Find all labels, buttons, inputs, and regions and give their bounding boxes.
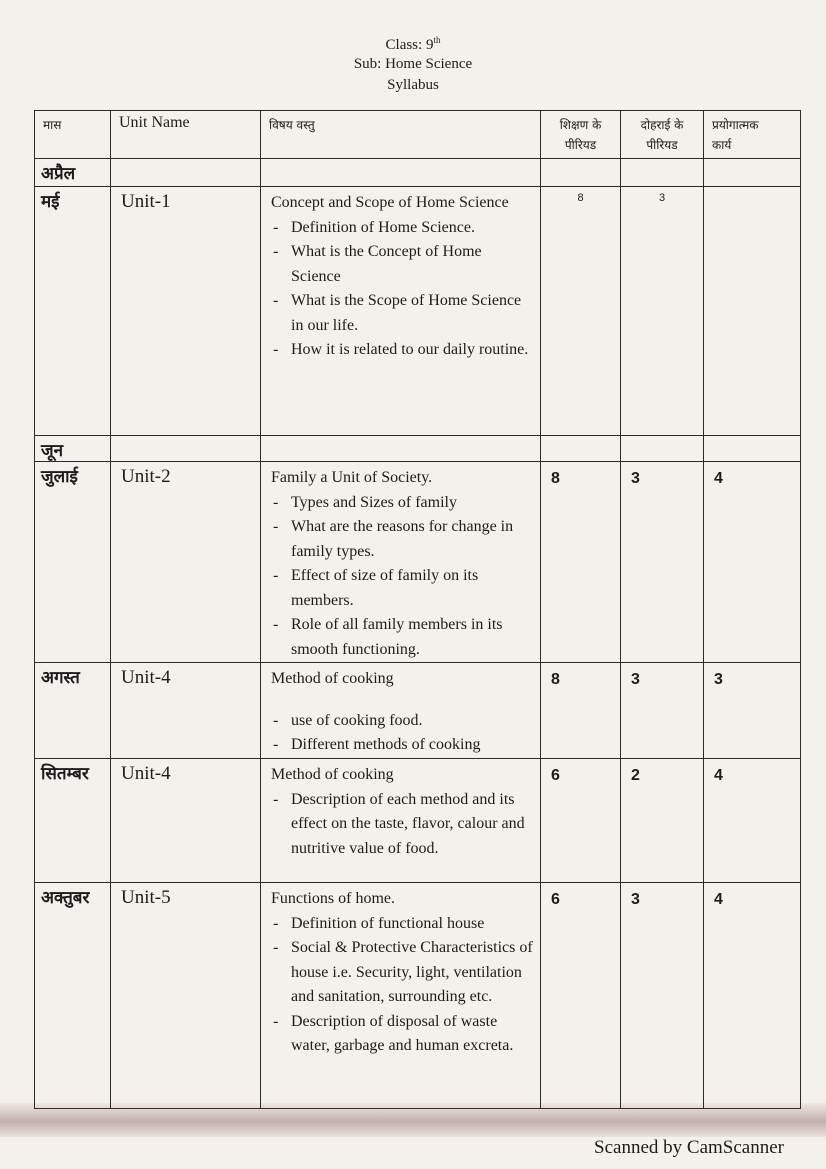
teaching-cell bbox=[541, 883, 621, 1109]
practical-cell bbox=[704, 663, 801, 759]
header-practical bbox=[704, 111, 801, 159]
header-month-label: मास bbox=[43, 118, 62, 132]
content-point: - Different methods of cooking bbox=[271, 733, 534, 758]
revision-cell bbox=[621, 159, 704, 187]
practical-cell bbox=[704, 159, 801, 187]
header-unit-name-label: Unit Name bbox=[119, 114, 190, 131]
revision-value: 3 bbox=[631, 671, 640, 688]
practical-value: 3 bbox=[714, 671, 723, 688]
content-point: - Definition of functional house bbox=[271, 912, 534, 937]
unit-label: Unit-4 bbox=[121, 763, 171, 784]
unit-cell bbox=[111, 759, 261, 883]
teaching-cell bbox=[541, 759, 621, 883]
header-revision-line2: पीरियड bbox=[646, 138, 678, 152]
table-row bbox=[35, 436, 801, 462]
practical-cell bbox=[704, 883, 801, 1109]
revision-cell bbox=[621, 663, 704, 759]
content-points bbox=[271, 216, 534, 363]
table-row bbox=[35, 462, 801, 663]
revision-cell bbox=[621, 436, 704, 462]
month-cell bbox=[35, 663, 111, 759]
month-cell bbox=[35, 462, 111, 663]
content-point: - use of cooking food. bbox=[271, 709, 534, 734]
syllabus-title: Syllabus bbox=[387, 77, 439, 93]
teaching-value: 8 bbox=[551, 671, 560, 688]
content-block bbox=[261, 883, 540, 1059]
unit-label: Unit-4 bbox=[121, 667, 171, 688]
content-title: Family a Unit of Society. bbox=[271, 469, 433, 486]
revision-value: 3 bbox=[631, 470, 640, 487]
month-cell bbox=[35, 759, 111, 883]
unit-label: Unit-2 bbox=[121, 466, 171, 487]
revision-value: 3 bbox=[631, 891, 640, 908]
content-cell bbox=[261, 462, 541, 663]
month-label: सितम्बर bbox=[41, 764, 89, 784]
header-teaching-line1: शिक्षण के bbox=[559, 118, 602, 132]
revision-value: 2 bbox=[631, 767, 640, 784]
month-label: मई bbox=[41, 192, 60, 212]
header-practical-line1: प्रयोगात्मक bbox=[712, 118, 759, 132]
unit-label: Unit-1 bbox=[121, 191, 171, 212]
content-points bbox=[271, 912, 534, 1059]
content-title: Method of cooking bbox=[271, 766, 394, 783]
unit-cell bbox=[111, 159, 261, 187]
unit-cell bbox=[111, 436, 261, 462]
revision-cell bbox=[621, 187, 704, 436]
revision-cell bbox=[621, 759, 704, 883]
content-cell bbox=[261, 883, 541, 1109]
revision-value: 3 bbox=[658, 192, 666, 204]
content-points bbox=[271, 788, 534, 862]
month-label: अप्रैल bbox=[41, 164, 76, 184]
teaching-cell bbox=[541, 462, 621, 663]
header-unit-name bbox=[111, 111, 261, 159]
subject-line: Sub: Home Science bbox=[353, 56, 473, 72]
teaching-cell bbox=[541, 159, 621, 187]
content-title: Concept and Scope of Home Science bbox=[271, 194, 509, 211]
header-month bbox=[35, 111, 111, 159]
header-teaching-periods bbox=[541, 111, 621, 159]
class-line bbox=[0, 36, 826, 53]
content-point: - What is the Scope of Home Science in our life. bbox=[271, 289, 534, 338]
header-content-label: विषय वस्तु bbox=[269, 118, 315, 132]
class-label: Class: 9 bbox=[385, 37, 434, 53]
content-point: - How it is related to our daily routine. bbox=[271, 338, 534, 363]
teaching-value: 8 bbox=[551, 470, 560, 487]
practical-cell bbox=[704, 187, 801, 436]
header-revision-periods bbox=[621, 111, 704, 159]
camscanner-stamp: Scanned by CamScanner bbox=[594, 1137, 784, 1158]
teaching-value: 8 bbox=[577, 192, 584, 204]
table-row bbox=[35, 759, 801, 883]
month-label: अगस्त bbox=[41, 668, 80, 688]
practical-value: 4 bbox=[714, 767, 723, 784]
month-cell bbox=[35, 436, 111, 462]
content-cell bbox=[261, 663, 541, 759]
teaching-cell bbox=[541, 663, 621, 759]
content-block bbox=[261, 759, 540, 861]
header-practical-line2: कार्य bbox=[712, 138, 732, 152]
table-row bbox=[35, 663, 801, 759]
content-block bbox=[261, 462, 540, 662]
content-point: - Description of disposal of waste water, garbage and human excreta. bbox=[271, 1010, 534, 1059]
practical-value: 4 bbox=[714, 891, 723, 908]
month-label: जुलाई bbox=[41, 467, 78, 487]
revision-cell bbox=[621, 883, 704, 1109]
month-cell bbox=[35, 159, 111, 187]
unit-cell bbox=[111, 187, 261, 436]
content-point: - Definition of Home Science. bbox=[271, 216, 534, 241]
content-point: - Social & Protective Characteristics of house i.e. Security, light, ventilation and sanitation, surrounding etc. bbox=[271, 936, 534, 1010]
header-revision-periods-label bbox=[621, 111, 703, 155]
syllabus-table bbox=[34, 110, 801, 1109]
content-cell bbox=[261, 759, 541, 883]
content-block bbox=[261, 187, 540, 363]
content-point: - What is the Concept of Home Science bbox=[271, 240, 534, 289]
practical-value: 4 bbox=[714, 470, 723, 487]
content-points bbox=[271, 709, 534, 758]
teaching-cell bbox=[541, 436, 621, 462]
table-row bbox=[35, 187, 801, 436]
unit-label: Unit-5 bbox=[121, 887, 171, 908]
practical-cell bbox=[704, 462, 801, 663]
table-row bbox=[35, 883, 801, 1109]
table-row bbox=[35, 159, 801, 187]
unit-cell bbox=[111, 883, 261, 1109]
month-cell bbox=[35, 883, 111, 1109]
content-point: - Types and Sizes of family bbox=[271, 491, 534, 516]
practical-cell bbox=[704, 436, 801, 462]
month-label: अक्तुबर bbox=[41, 888, 90, 908]
header-teaching-periods-label bbox=[541, 111, 620, 155]
header-content bbox=[261, 111, 541, 159]
content-title: Functions of home. bbox=[271, 890, 395, 907]
content-block bbox=[261, 663, 540, 758]
content-cell bbox=[261, 436, 541, 462]
unit-cell bbox=[111, 663, 261, 759]
table-header-row bbox=[35, 111, 801, 159]
header-teaching-line2: पीरियड bbox=[564, 138, 597, 152]
month-cell bbox=[35, 187, 111, 436]
teaching-value: 6 bbox=[551, 767, 560, 784]
header-revision-line1: दोहराई के bbox=[640, 118, 684, 132]
content-point: - Description of each method and its effect on the taste, flavor, calour and nutritive value of food. bbox=[271, 788, 534, 862]
teaching-value: 6 bbox=[551, 891, 560, 908]
content-point: - Effect of size of family on its members. bbox=[271, 564, 534, 613]
content-cell bbox=[261, 187, 541, 436]
scan-shadow bbox=[0, 1103, 826, 1137]
teaching-cell bbox=[541, 187, 621, 436]
content-title: Method of cooking bbox=[271, 670, 394, 687]
practical-cell bbox=[704, 759, 801, 883]
header-practical-label bbox=[704, 111, 800, 155]
unit-cell bbox=[111, 462, 261, 663]
revision-cell bbox=[621, 462, 704, 663]
month-label: जून bbox=[41, 441, 64, 461]
content-point: - What are the reasons for change in family types. bbox=[271, 515, 534, 564]
content-points bbox=[271, 491, 534, 663]
class-superscript: th bbox=[433, 35, 441, 45]
content-point: - Role of all family members in its smooth functioning. bbox=[271, 613, 534, 662]
content-cell bbox=[261, 159, 541, 187]
